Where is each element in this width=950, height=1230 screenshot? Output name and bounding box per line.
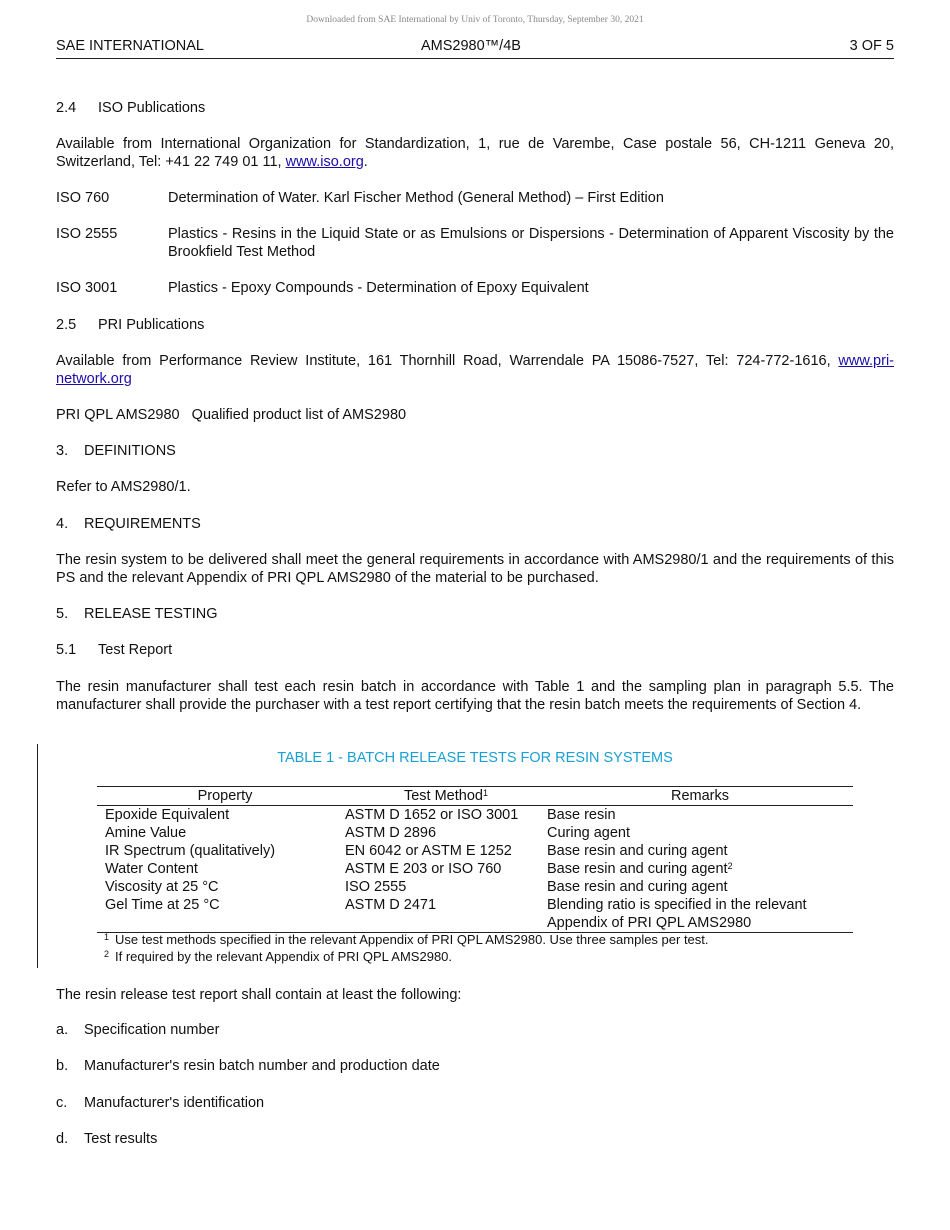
section-5-1-text: The resin manufacturer shall test each resin batch in accordance with Table 1 and the sampling plan in paragraph 5.5. The manufacturer shall provide the purchaser with a test report certifying that the resin batch meets the requirements of Section 4.: [56, 679, 894, 713]
section-2-4-heading: 2.4 ISO Publications: [56, 100, 206, 116]
header-doc-number: AMS2980™/4B: [421, 38, 521, 54]
table-row: [97, 860, 853, 878]
table-footnote-1: $^1$ Use test methods specified in the relevant Appendix of PRI QPL AMS2980. Use three samples per test.: [104, 932, 709, 947]
table-row: [97, 806, 853, 825]
cell-property: IR Spectrum (qualitatively): [105, 843, 276, 859]
download-watermark: Downloaded from SAE International by Univ of Toronto, Thursday, September 30, 2021: [306, 15, 644, 25]
cell-remarks: Appendix of PRI QPL AMS2980: [547, 914, 853, 933]
cell-method: ASTM D 2471: [345, 897, 437, 913]
list-item: b. Manufacturer's resin batch number and production date: [56, 1058, 440, 1074]
col-header-property: Property: [97, 787, 345, 806]
iso-ref-3001: ISO 3001 Plastics - Epoxy Compounds - Determination of Epoxy Equivalent: [56, 280, 589, 296]
cell-method: ASTM D 2896: [345, 825, 437, 841]
header-page-number: 3 OF 5: [849, 38, 894, 54]
cell-property: Water Content: [105, 861, 198, 877]
table-row: [97, 896, 853, 914]
table-row: [97, 842, 853, 860]
list-item: a. Specification number: [56, 1022, 220, 1038]
iso-ref-2555: ISO 2555 Plastics - Resins in the Liquid State or as Emulsions or Dispersions - Determination of Apparent Viscosity by the Brookfield Test Method: [56, 226, 894, 260]
section-3-heading: 3. DEFINITIONS: [56, 443, 176, 459]
batch-release-table: [97, 786, 853, 933]
col-header-test-method: Test Method$^1$: [345, 787, 547, 806]
cell-remarks: Curing agent: [547, 825, 631, 841]
cell-remarks: Base resin and curing agent: [547, 879, 728, 895]
table-title: TABLE 1 - BATCH RELEASE TESTS FOR RESIN SYSTEMS: [277, 750, 673, 766]
col-header-remarks: Remarks: [547, 787, 853, 806]
cell-method: ASTM D 1652 or ISO 3001: [345, 807, 519, 823]
section-5-1-heading: 5.1 Test Report: [56, 642, 173, 658]
footnote-mark: 2: [727, 861, 733, 871]
cell-property: Amine Value: [105, 825, 187, 841]
report-intro: The resin release test report shall contain at least the following:: [56, 987, 462, 1003]
cell-method: EN 6042 or ASTM E 1252: [345, 843, 512, 859]
pri-link[interactable]: www.pri-network.org: [56, 353, 894, 387]
section-4-text: The resin system to be delivered shall meet the general requirements in accordance with AMS2980/1 and the requirements of this PS and the relevant Appendix of PRI QPL AMS2980 of the material to be purchased.: [56, 552, 894, 586]
cell-remarks: Blending ratio is specified in the relevant: [547, 897, 807, 913]
list-item: d. Test results: [56, 1131, 158, 1147]
iso-link[interactable]: www.iso.org: [285, 154, 364, 170]
section-2-5-heading: 2.5 PRI Publications: [56, 317, 205, 333]
cell-method: ASTM E 203 or ISO 760: [345, 861, 502, 877]
section-3-text: Refer to AMS2980/1.: [56, 479, 191, 495]
cell-property: Epoxide Equivalent: [105, 807, 230, 823]
cell-remarks: Base resin and curing agent$^2$: [547, 861, 733, 877]
section-5-heading: 5. RELEASE TESTING: [56, 606, 218, 622]
table-row: [97, 914, 853, 933]
pri-qpl-reference: PRI QPL AMS2980 Qualified product list of AMS2980: [56, 407, 407, 423]
section-4-heading: 4. REQUIREMENTS: [56, 516, 201, 532]
header-org: SAE INTERNATIONAL: [56, 38, 204, 54]
table-row: [97, 878, 853, 896]
iso-ref-760: ISO 760 Determination of Water. Karl Fischer Method (General Method) – First Edition: [56, 190, 664, 206]
list-item: c. Manufacturer's identification: [56, 1095, 265, 1111]
iso-availability-paragraph: Available from International Organization for Standardization, 1, rue de Varembe, Case postale 56, CH-1211 Geneva 20, Switzerland, Tel: +41 22 749 01 11, www.iso.org.: [56, 136, 894, 170]
cell-remarks: Base resin: [547, 807, 616, 823]
table-row: [97, 824, 853, 842]
table-footnote-2: $^2$ If required by the relevant Appendix of PRI QPL AMS2980.: [104, 949, 453, 964]
table-header-row: [97, 787, 853, 806]
cell-method: ISO 2555: [345, 879, 407, 895]
cell-method: [345, 914, 547, 933]
footnote-mark: 1: [482, 788, 488, 798]
cell-remarks: Base resin and curing agent: [547, 843, 728, 859]
cell-property: Viscosity at 25 °C: [105, 879, 219, 895]
pri-availability-paragraph: Available from Performance Review Institute, 161 Thornhill Road, Warrendale PA 15086-7527, Tel: 724-772-1616, www.pri-network.org: [56, 353, 894, 387]
cell-property: [97, 914, 345, 933]
cell-property: Gel Time at 25 °C: [105, 897, 220, 913]
page-header: [56, 38, 894, 59]
revision-change-bar: [37, 744, 38, 968]
